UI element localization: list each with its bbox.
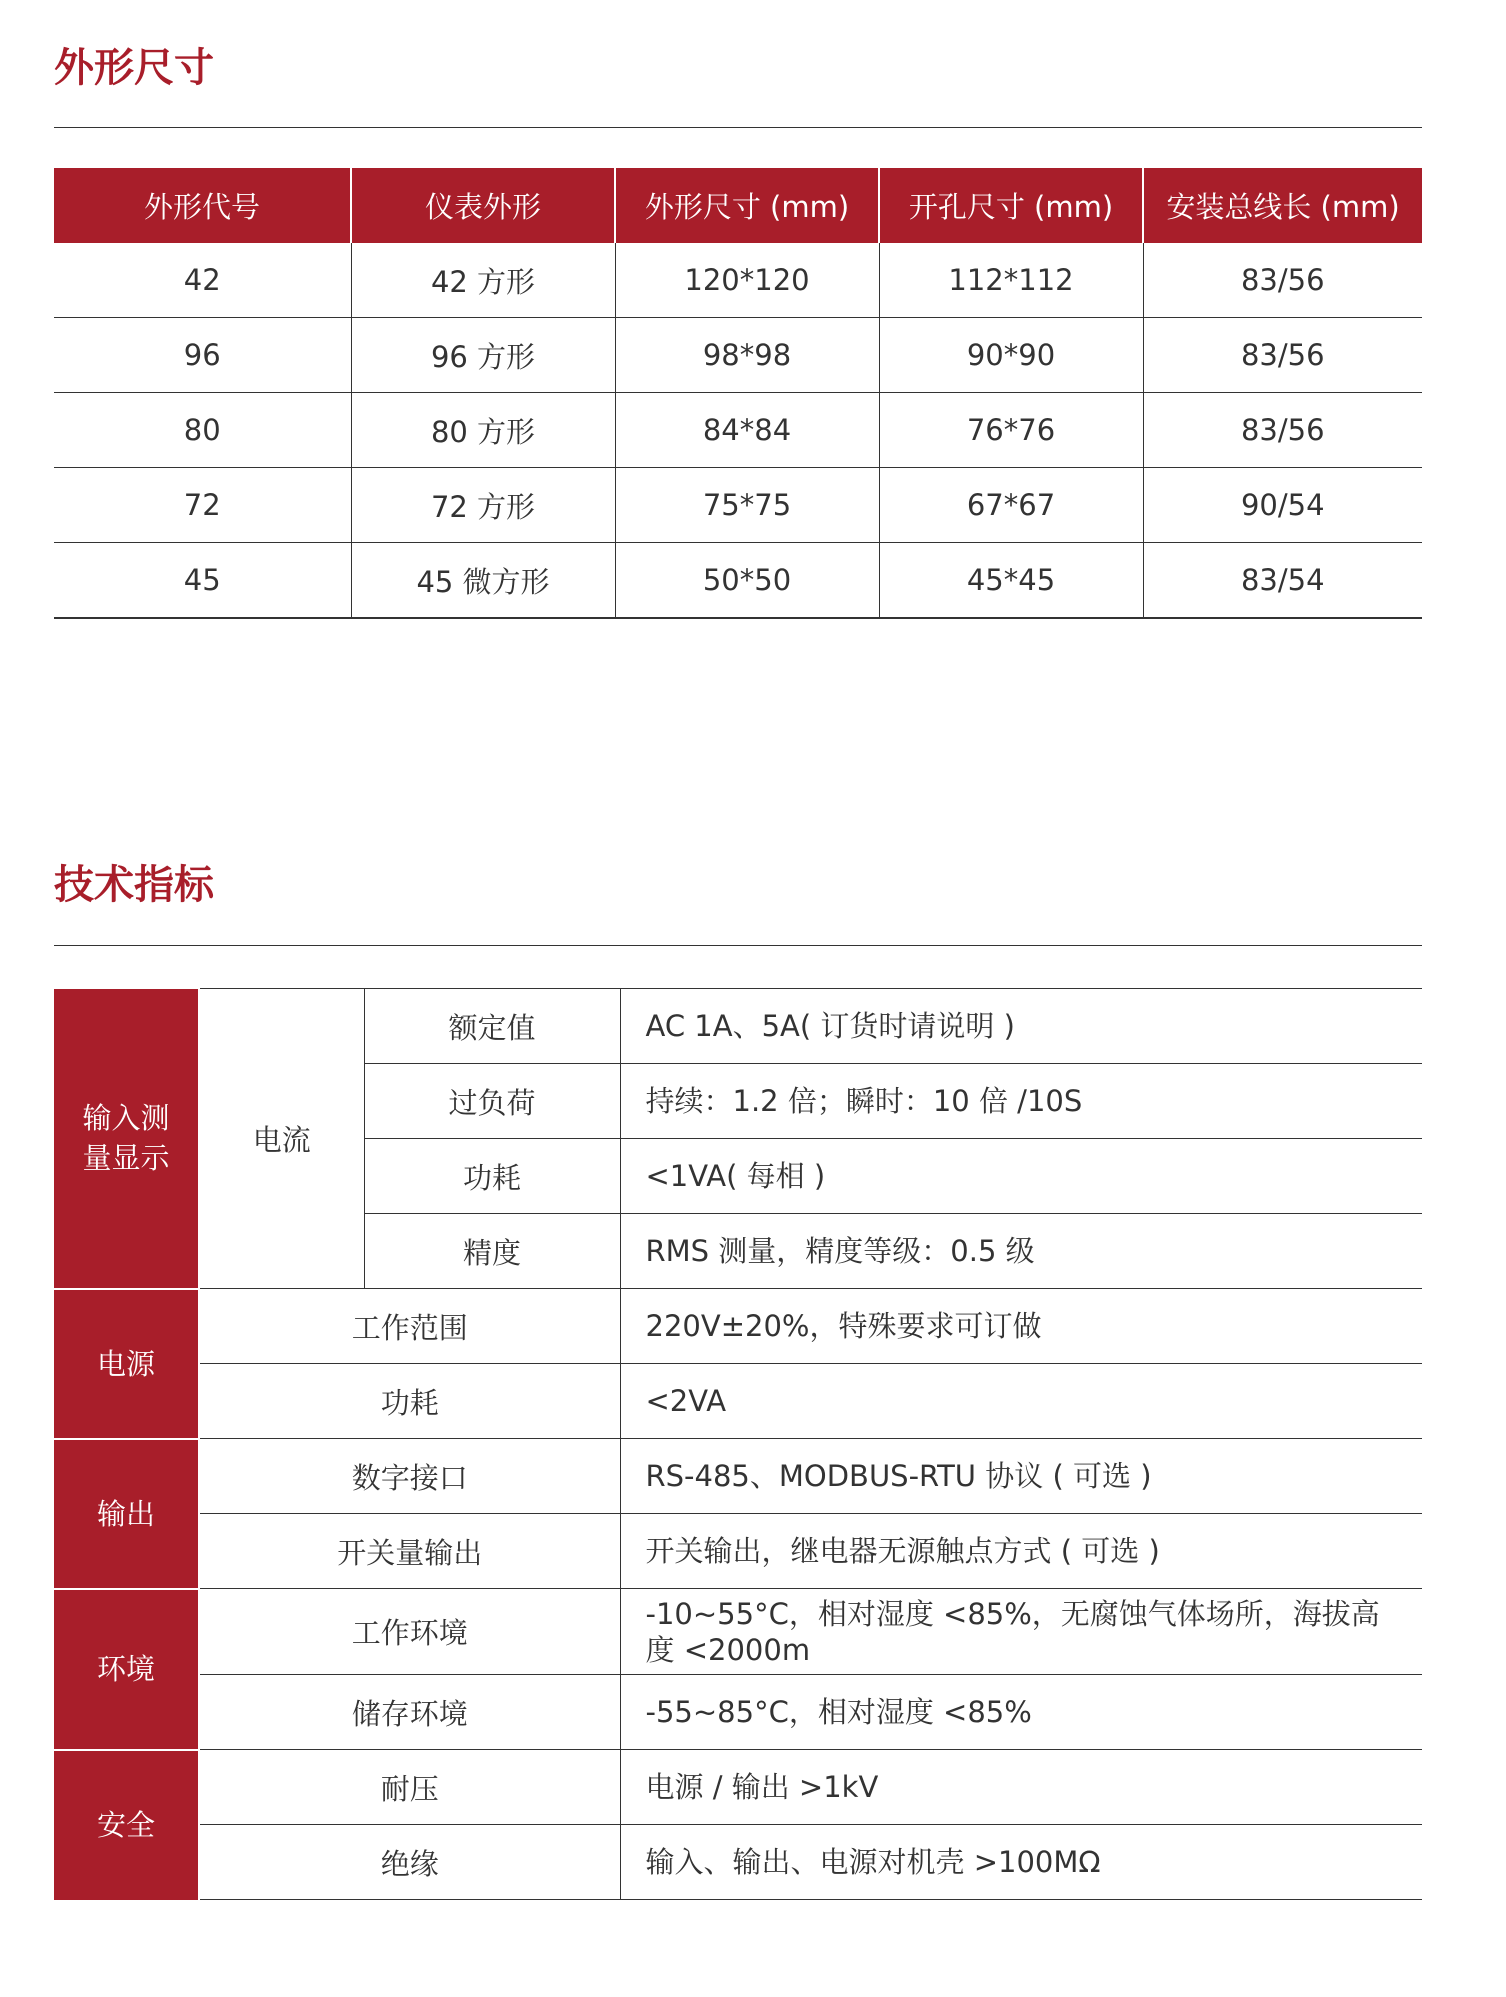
- table-row: [54, 1514, 1422, 1589]
- spec-name: 开关量输出: [199, 1514, 620, 1589]
- spec-value: 持续：1.2 倍；瞬时：10 倍 /10S: [620, 1064, 1422, 1139]
- spec-name: 功耗: [199, 1364, 620, 1439]
- category-cell: 输出: [54, 1439, 199, 1589]
- column-header: 外形代号: [54, 168, 351, 243]
- spec-value: -55~85°C，相对湿度 <85%: [620, 1675, 1422, 1750]
- table-row: [54, 989, 1422, 1064]
- table-row: [54, 1364, 1422, 1439]
- table-cell: 80: [54, 393, 351, 468]
- spec-name: 功耗: [364, 1139, 620, 1214]
- spec-name: 工作范围: [199, 1289, 620, 1364]
- table-cell: 80 方形: [351, 393, 615, 468]
- column-header: 安装总线长 (mm): [1143, 168, 1422, 243]
- spec-value: 电源 / 输出 >1kV: [620, 1750, 1422, 1825]
- spec-name: 精度: [364, 1214, 620, 1289]
- table-cell: 67*67: [879, 468, 1143, 543]
- table-cell: 42 方形: [351, 243, 615, 318]
- table-row: [54, 1589, 1422, 1675]
- section-divider: [54, 127, 1422, 128]
- spec-value: 输入、输出、电源对机壳 >100MΩ: [620, 1825, 1422, 1900]
- table-row: [54, 1825, 1422, 1900]
- table-row: [54, 393, 1422, 468]
- table-cell: 112*112: [879, 243, 1143, 318]
- column-header: 开孔尺寸 (mm): [879, 168, 1143, 243]
- dimensions-table: [54, 168, 1422, 619]
- table-cell: 83/54: [1143, 543, 1422, 619]
- spec-value: AC 1A、5A( 订货时请说明 ): [620, 989, 1422, 1064]
- table-row: [54, 1750, 1422, 1825]
- table-cell: 45*45: [879, 543, 1143, 619]
- table-cell: 76*76: [879, 393, 1143, 468]
- table-row: [54, 1289, 1422, 1364]
- group-cell: 电流: [199, 989, 364, 1289]
- table-cell: 90/54: [1143, 468, 1422, 543]
- category-cell: 安全: [54, 1750, 199, 1900]
- table-row: [54, 1439, 1422, 1514]
- table-cell: 98*98: [615, 318, 879, 393]
- spec-name: 过负荷: [364, 1064, 620, 1139]
- table-cell: 90*90: [879, 318, 1143, 393]
- section-divider: [54, 945, 1422, 946]
- category-cell: 电源: [54, 1289, 199, 1439]
- table-cell: 42: [54, 243, 351, 318]
- category-cell: [54, 989, 199, 1289]
- spec-name: 耐压: [199, 1750, 620, 1825]
- table-row: [54, 318, 1422, 393]
- table-cell: 120*120: [615, 243, 879, 318]
- spec-value: 220V±20%，特殊要求可订做: [620, 1289, 1422, 1364]
- specs-table: [54, 988, 1422, 1900]
- table-row: [54, 243, 1422, 318]
- table-cell: 83/56: [1143, 243, 1422, 318]
- table-cell: 96 方形: [351, 318, 615, 393]
- spec-value: RMS 测量，精度等级：0.5 级: [620, 1214, 1422, 1289]
- table-cell: 83/56: [1143, 393, 1422, 468]
- table-row: [54, 1675, 1422, 1750]
- table-cell: 72: [54, 468, 351, 543]
- spec-name: 额定值: [364, 989, 620, 1064]
- spec-name: 数字接口: [199, 1439, 620, 1514]
- spec-name: 绝缘: [199, 1825, 620, 1900]
- spec-value: -10~55°C，相对湿度 <85%，无腐蚀气体场所，海拔高度 <2000m: [620, 1589, 1422, 1675]
- spec-name: 工作环境: [199, 1589, 620, 1675]
- category-cell: 环境: [54, 1589, 199, 1750]
- table-cell: 45 微方形: [351, 543, 615, 619]
- spec-value: RS-485、MODBUS-RTU 协议 ( 可选 ): [620, 1439, 1422, 1514]
- spec-value: <1VA( 每相 ): [620, 1139, 1422, 1214]
- table-cell: 83/56: [1143, 318, 1422, 393]
- column-header: 外形尺寸 (mm): [615, 168, 879, 243]
- section-title-specs: 技术指标: [54, 862, 214, 908]
- spec-value: 开关输出，继电器无源触点方式 ( 可选 ): [620, 1514, 1422, 1589]
- column-header: 仪表外形: [351, 168, 615, 243]
- spec-name: 储存环境: [199, 1675, 620, 1750]
- section-title-dimensions: 外形尺寸: [54, 45, 214, 91]
- table-cell: 72 方形: [351, 468, 615, 543]
- table-cell: 84*84: [615, 393, 879, 468]
- table-row: [54, 468, 1422, 543]
- table-cell: 45: [54, 543, 351, 619]
- category-label: 输入测量显示: [82, 1101, 170, 1175]
- table-row: [54, 543, 1422, 619]
- table-header-row: [54, 168, 1422, 243]
- table-cell: 75*75: [615, 468, 879, 543]
- table-cell: 50*50: [615, 543, 879, 619]
- table-cell: 96: [54, 318, 351, 393]
- spec-value: <2VA: [620, 1364, 1422, 1439]
